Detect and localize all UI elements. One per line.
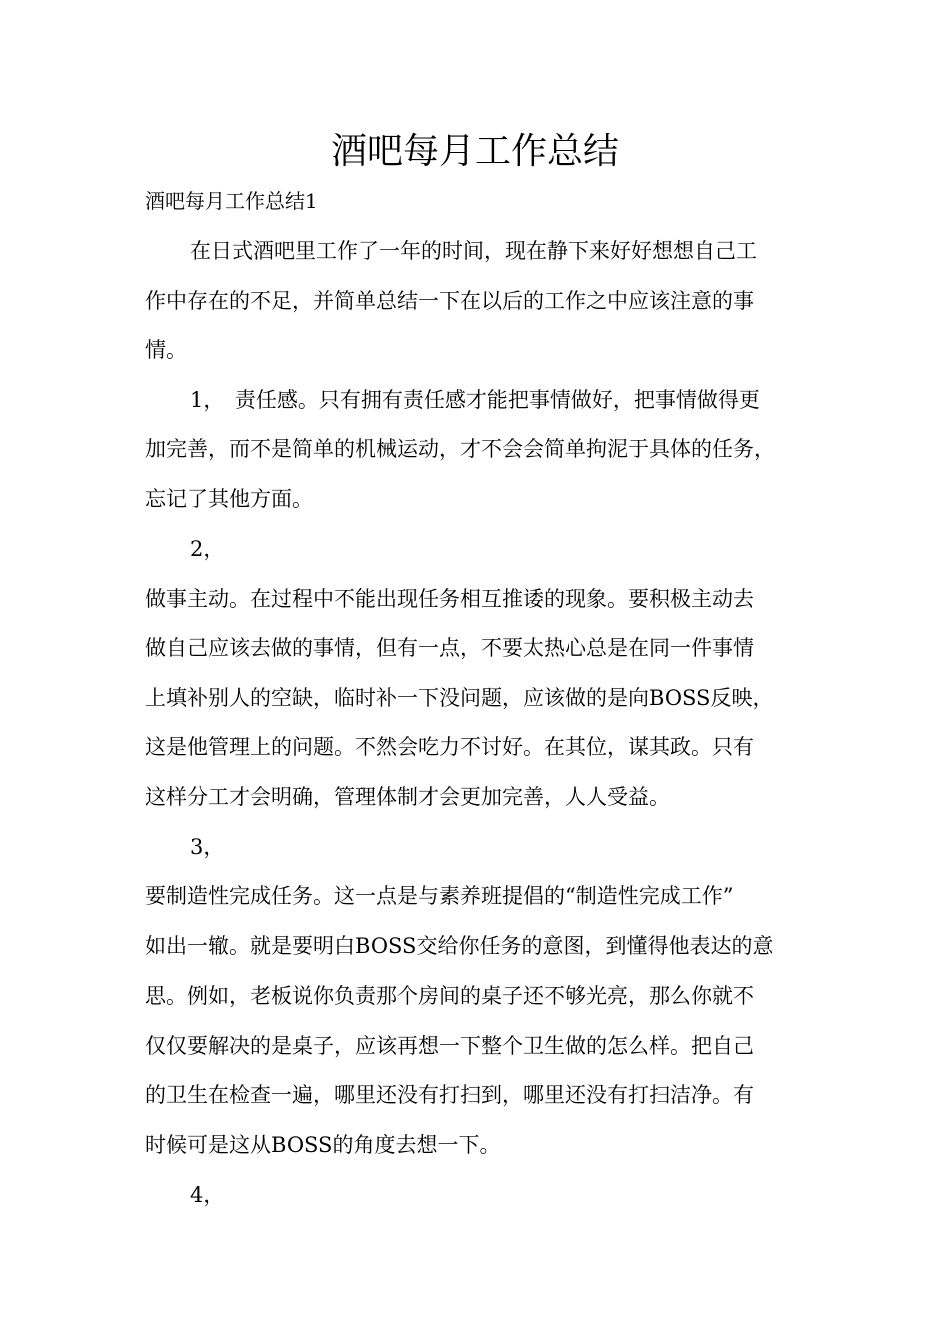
section-subtitle: 酒吧每月工作总结1 xyxy=(145,189,318,213)
paragraph-line: 作中存在的不足，并简单总结一下在以后的工作之中应该注意的事 xyxy=(145,289,754,313)
paragraph-line: 2， xyxy=(190,537,225,561)
paragraph-line: 时候可是这从BOSS的角度去想一下。 xyxy=(145,1133,501,1157)
paragraph-line: 要制造性完成任务。这一点是与素养班提倡的“制造性完成工作” xyxy=(145,884,734,908)
paragraph-line: 忘记了其他方面。 xyxy=(145,487,313,511)
paragraph-line: 这是他管理上的问题。不然会吃力不讨好。在其位，谋其政。只有 xyxy=(145,735,754,759)
paragraph-line: 的卫生在检查一遍，哪里还没有打扫到，哪里还没有打扫洁净。有 xyxy=(145,1083,754,1107)
paragraph-line: 4， xyxy=(190,1183,225,1207)
paragraph-line: 如出一辙。就是要明白BOSS交给你任务的意图，到懂得他表达的意 xyxy=(145,934,774,958)
paragraph-line: 在日式酒吧里工作了一年的时间，现在静下来好好想想自己工 xyxy=(190,239,757,263)
page-title: 酒吧每月工作总结 xyxy=(330,131,619,172)
paragraph-line: 1， 责任感。只有拥有责任感才能把事情做好，把事情做得更 xyxy=(190,388,760,412)
paragraph-line: 情。 xyxy=(145,338,187,362)
paragraph-line: 3， xyxy=(190,835,225,859)
paragraph-line: 做事主动。在过程中不能出现任务相互推诿的现象。要积极主动去 xyxy=(145,587,754,611)
paragraph-line: 上填补别人的空缺，临时补一下没问题，应该做的是向BOSS反映， xyxy=(145,686,774,710)
paragraph-line: 仅仅要解决的是桌子，应该再想一下整个卫生做的怎么样。把自己 xyxy=(145,1034,754,1058)
paragraph-line: 做自己应该去做的事情，但有一点，不要太热心总是在同一件事情 xyxy=(145,636,754,660)
paragraph-line: 思。例如，老板说你负责那个房间的桌子还不够光亮，那么你就不 xyxy=(145,984,754,1008)
paragraph-line: 加完善，而不是简单的机械运动，才不会会简单拘泥于具体的任务， xyxy=(145,437,775,461)
paragraph-line: 这样分工才会明确，管理体制才会更加完善，人人受益。 xyxy=(145,785,670,809)
